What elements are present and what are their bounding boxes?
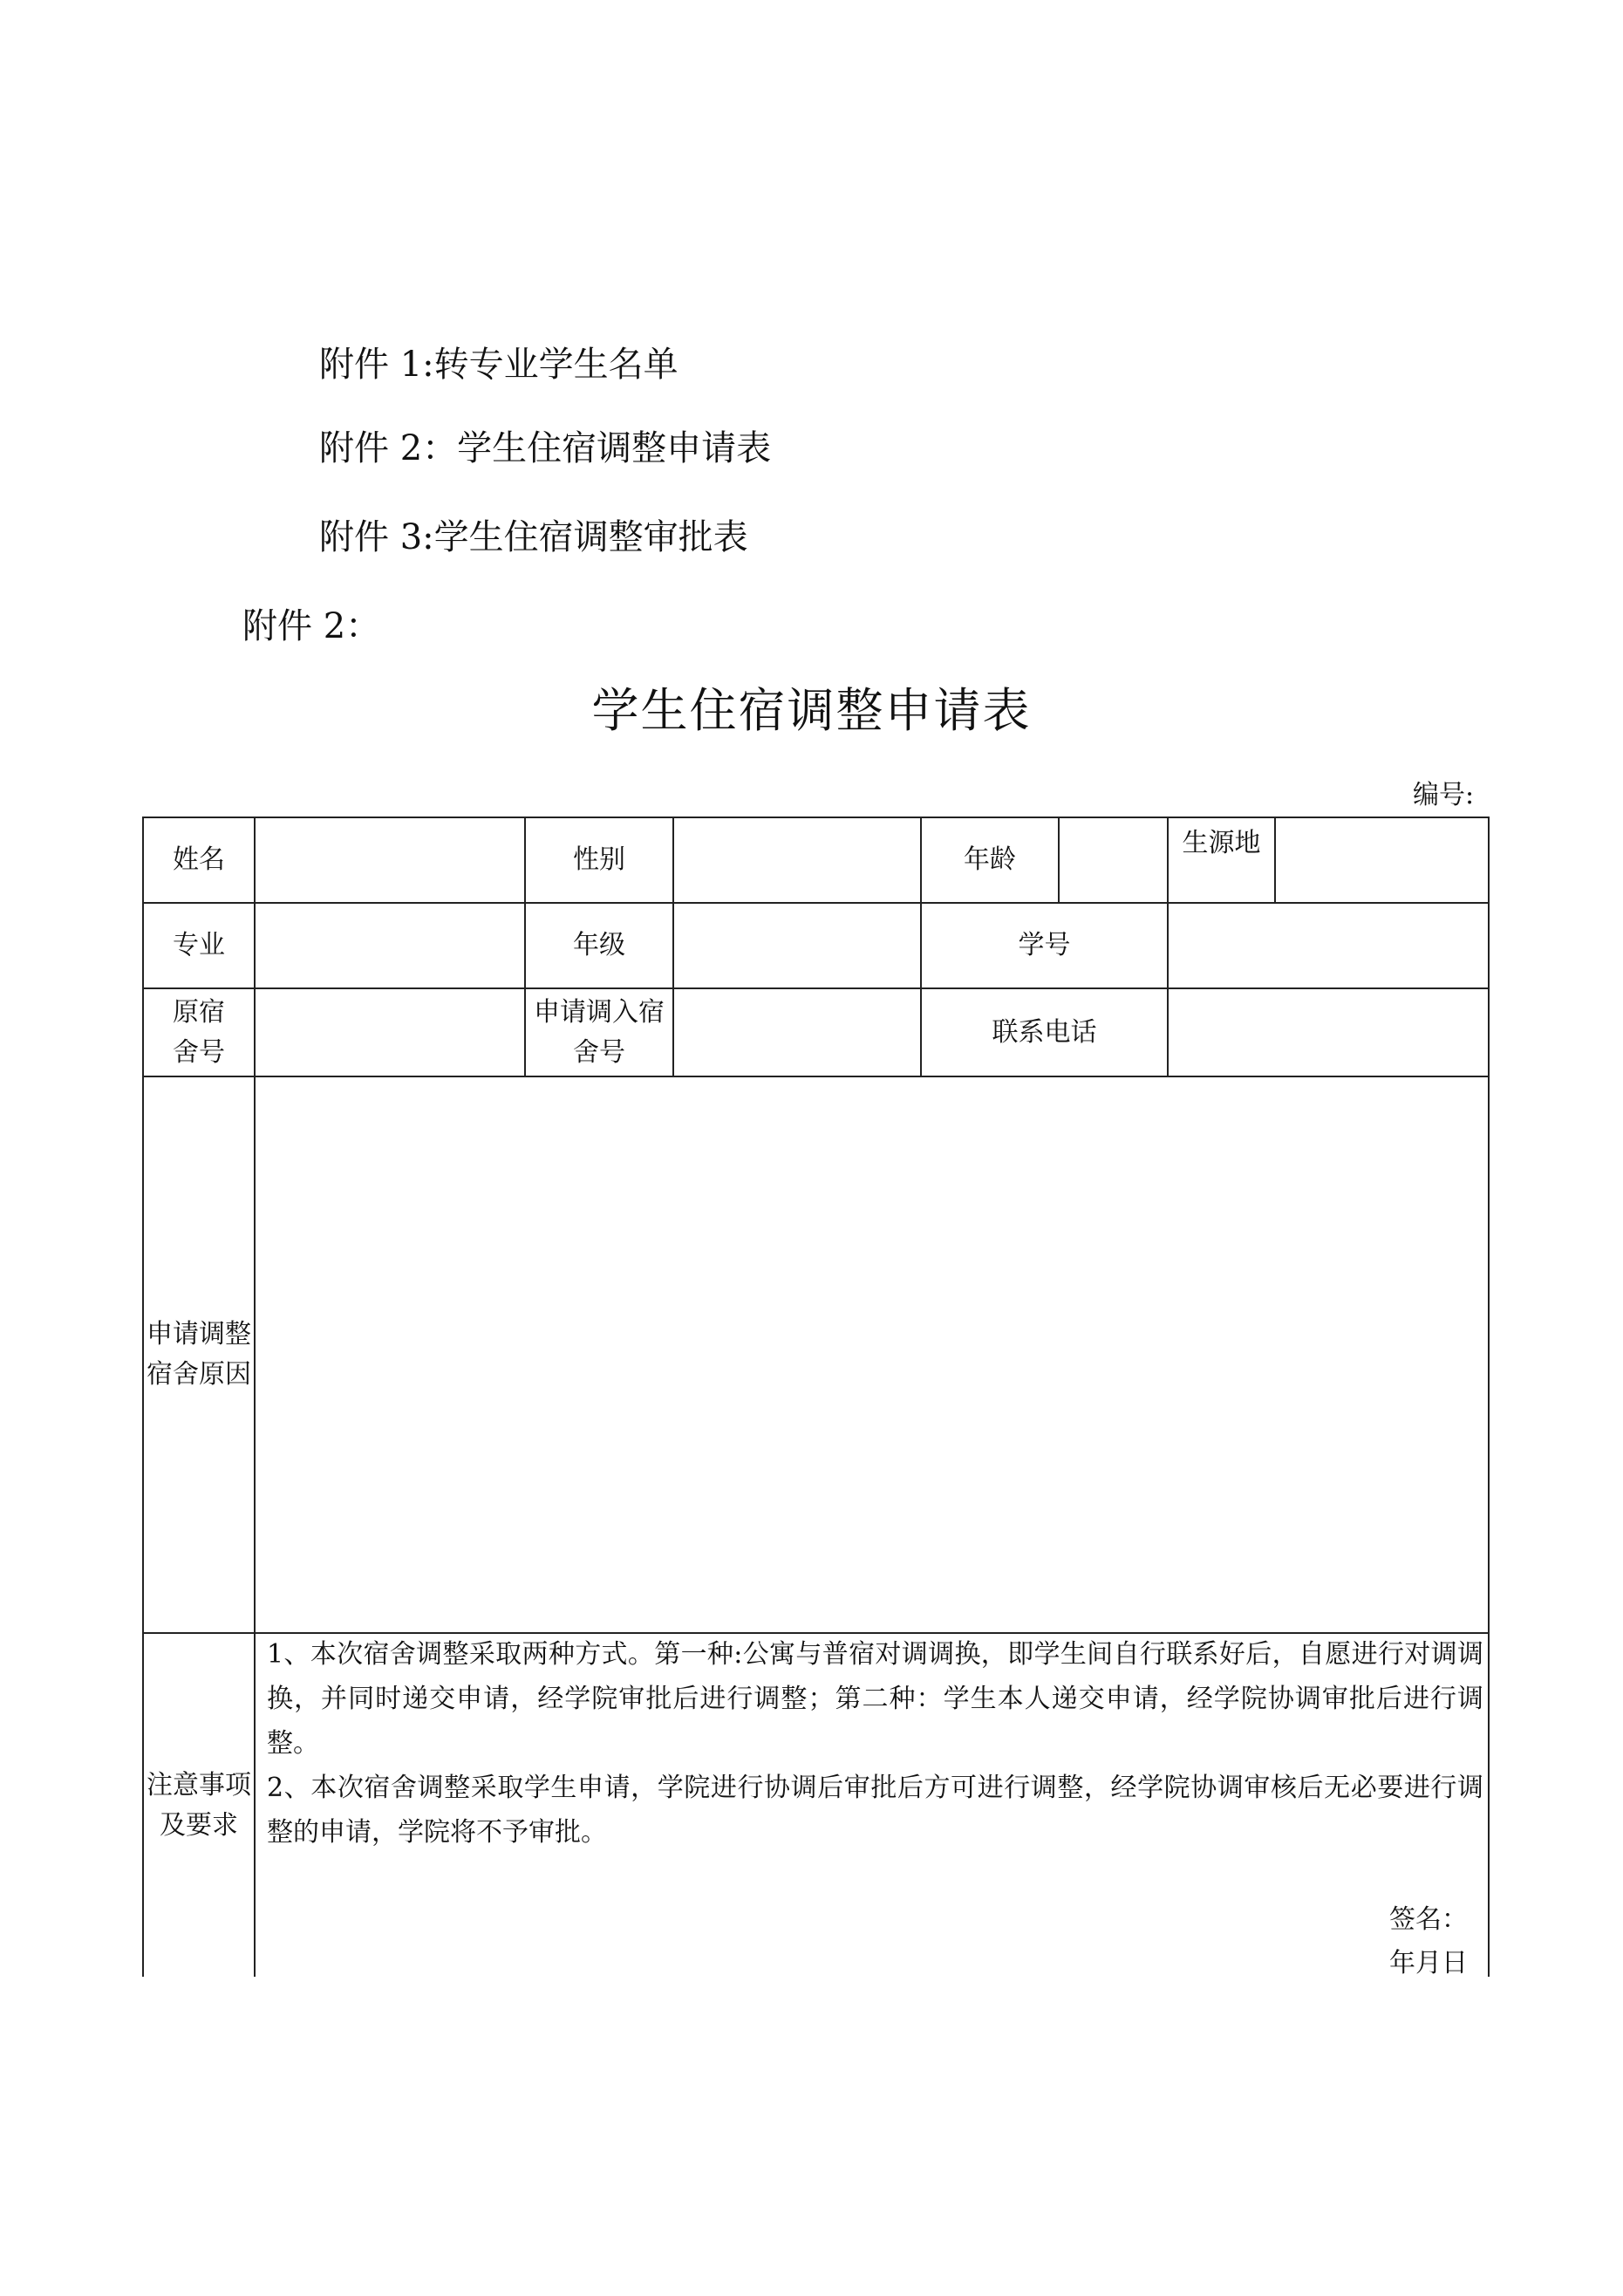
grade-label: 年级 bbox=[573, 930, 625, 960]
original-dorm-label-line1: 原宿 bbox=[173, 996, 225, 1028]
notice-item-2: 2、本次宿舍调整采取学生申请，学院进行协调后审批后方可进行调整，经学院协调审核后无必要进行调整的申请，学院将不予审批。 bbox=[267, 1773, 1483, 1848]
new-dorm-label-line2: 舍号 bbox=[573, 1036, 625, 1068]
date-label: 年月日 bbox=[1389, 1948, 1468, 1978]
name-label: 姓名 bbox=[173, 844, 225, 875]
table-border-right bbox=[1488, 817, 1490, 1977]
reason-label-line1: 申请调整 bbox=[147, 1319, 251, 1350]
row-divider-1 bbox=[142, 902, 1490, 904]
phone-label: 联系电话 bbox=[992, 1016, 1097, 1048]
attachment-1: 附件 1:转专业学生名单 bbox=[319, 345, 679, 385]
document-title: 学生住宿调整申请表 bbox=[591, 683, 1032, 738]
column-divider-3 bbox=[672, 817, 674, 1077]
notice-text bbox=[267, 1634, 1483, 1855]
new-dorm-label bbox=[526, 989, 672, 1076]
reason-label-line2: 宿舍原因 bbox=[147, 1359, 251, 1390]
major-label: 专业 bbox=[173, 930, 225, 960]
attachment-2: 附件 2：学生住宿调整申请表 bbox=[319, 428, 772, 468]
reason-label bbox=[144, 1077, 254, 1632]
application-form bbox=[142, 817, 1490, 1977]
attachment-3: 附件 3:学生住宿调整审批表 bbox=[319, 517, 748, 557]
serial-number-label: 编号: bbox=[1413, 780, 1475, 810]
attachment-heading: 附件 2： bbox=[242, 606, 381, 646]
notice-label bbox=[144, 1634, 254, 1977]
signature-label: 签名： bbox=[1389, 1904, 1468, 1935]
row-divider-2 bbox=[142, 987, 1490, 989]
origin-label: 生源地 bbox=[1182, 828, 1261, 858]
notice-label-line2: 及要求 bbox=[160, 1809, 238, 1841]
new-dorm-label-line1: 申请调入宿 bbox=[534, 996, 665, 1028]
column-divider-7 bbox=[1274, 817, 1276, 904]
row-divider-3 bbox=[142, 1076, 1490, 1077]
table-border-top bbox=[142, 817, 1490, 818]
notice-label-line1: 注意事项 bbox=[147, 1769, 251, 1801]
column-divider-5 bbox=[1058, 817, 1060, 904]
gender-label: 性别 bbox=[573, 844, 625, 875]
label-column-divider bbox=[254, 817, 256, 1977]
notice-item-1: 1、本次宿舍调整采取两种方式。第一种:公寓与普宿对调调换，即学生间自行联系好后，自愿进行对调调换，并同时递交申请，经学院审批后进行调整；第二种：学生本人递交申请，经学院协调审批后进行调整。 bbox=[267, 1639, 1483, 1759]
student-id-label: 学号 bbox=[1018, 930, 1071, 960]
original-dorm-label bbox=[144, 989, 254, 1076]
age-label: 年龄 bbox=[964, 844, 1016, 875]
original-dorm-label-line2: 舍号 bbox=[173, 1036, 225, 1068]
